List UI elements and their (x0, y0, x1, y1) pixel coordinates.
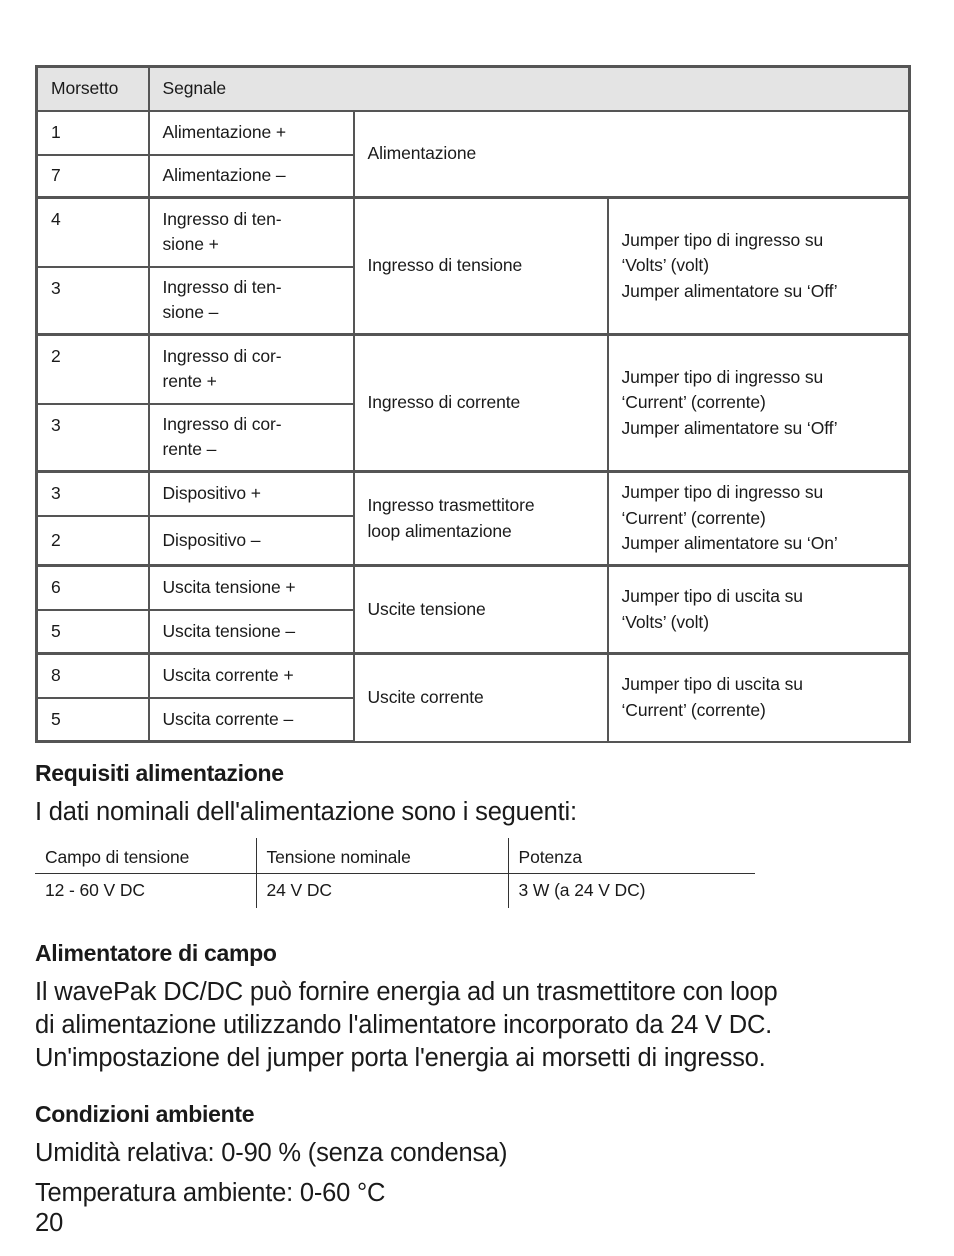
signal-cell: Uscita corrente – (149, 698, 354, 742)
page-number: 20 (35, 1209, 64, 1237)
terminal-assignment-table (35, 65, 911, 743)
value-voltage-range: 12 - 60 V DC (45, 880, 145, 901)
table-row (37, 198, 910, 267)
jumper-cell: Jumper tipo di uscita su ‘Volts’ (volt) (608, 566, 910, 654)
description-cell: Ingresso di corrente (354, 335, 608, 472)
signal-cell: Dispositivo – (149, 516, 354, 566)
signal-cell: Alimentazione + (149, 111, 354, 155)
description-cell: Uscite corrente (354, 654, 608, 742)
header-power: Potenza (508, 838, 755, 873)
field-supply-heading: Alimentatore di campo (35, 940, 277, 966)
power-requirements-heading: Requisiti alimentazione (35, 760, 284, 786)
value-power: 3 W (a 24 V DC) (508, 873, 755, 908)
description-cell: Ingresso trasmettitore loop alimentazione (354, 472, 608, 566)
table-header-row (37, 67, 910, 111)
jumper-cell: Jumper tipo di ingresso su ‘Current’ (corrente) Jumper alimentatore su ‘Off’ (608, 335, 910, 472)
header-voltage-range: Campo di tensione (35, 838, 256, 873)
table-row (37, 472, 910, 516)
terminal-cell: 5 (37, 698, 149, 742)
terminal-cell: 2 (37, 335, 149, 404)
table-row (37, 654, 910, 698)
terminal-cell: 3 (37, 267, 149, 335)
signal-cell: Alimentazione – (149, 155, 354, 198)
power-requirements-intro: I dati nominali dell'alimentazione sono i seguenti: (35, 798, 577, 826)
description-cell: Alimentazione (354, 111, 910, 198)
description-cell: Ingresso di tensione (354, 198, 608, 335)
description-cell: Uscite tensione (354, 566, 608, 654)
terminal-cell: 2 (37, 516, 149, 566)
table-row (37, 566, 910, 610)
header-nominal-voltage: Tensione nominale (256, 838, 508, 873)
signal-cell: Ingresso di ten- sione – (149, 267, 354, 335)
terminal-cell: 3 (37, 404, 149, 472)
jumper-cell: Jumper tipo di uscita su ‘Current’ (corrente) (608, 654, 910, 742)
field-supply-line: Il wavePak DC/DC può fornire energia ad un trasmettitore con loop (35, 978, 778, 1006)
signal-cell: Dispositivo + (149, 472, 354, 516)
terminal-cell: 4 (37, 198, 149, 267)
value-nominal-voltage: 24 V DC (256, 873, 508, 908)
field-supply-line: di alimentazione utilizzando l'alimentatore incorporato da 24 V DC. (35, 1011, 773, 1039)
header-signal: Segnale (149, 67, 910, 111)
ambient-temperature: Temperatura ambiente: 0-60 °C (35, 1179, 386, 1207)
terminal-cell: 1 (37, 111, 149, 155)
signal-cell: Uscita tensione + (149, 566, 354, 610)
signal-cell: Ingresso di cor- rente + (149, 335, 354, 404)
field-supply-paragraph (35, 976, 777, 1075)
ambient-humidity: Umidità relativa: 0-90 % (senza condensa) (35, 1139, 508, 1167)
header-terminal: Morsetto (37, 67, 149, 111)
signal-cell: Uscita tensione – (149, 610, 354, 654)
field-supply-line: Un'impostazione del jumper porta l'energia ai morsetti di ingresso. (35, 1044, 766, 1072)
jumper-cell: Jumper tipo di ingresso su ‘Current’ (corrente) Jumper alimentatore su ‘On’ (608, 472, 910, 566)
ambient-conditions-heading: Condizioni ambiente (35, 1101, 255, 1127)
terminal-cell: 3 (37, 472, 149, 516)
table-row (37, 335, 910, 404)
terminal-cell: 5 (37, 610, 149, 654)
table-row (37, 111, 910, 155)
signal-cell: Ingresso di ten- sione + (149, 198, 354, 267)
signal-cell: Ingresso di cor- rente – (149, 404, 354, 472)
power-table-row (35, 873, 755, 908)
terminal-cell: 6 (37, 566, 149, 610)
signal-cell: Uscita corrente + (149, 654, 354, 698)
terminal-cell: 8 (37, 654, 149, 698)
terminal-cell: 7 (37, 155, 149, 198)
power-ratings-table (35, 838, 755, 908)
power-table-header-row (35, 838, 755, 873)
jumper-cell: Jumper tipo di ingresso su ‘Volts’ (volt) Jumper alimentatore su ‘Off’ (608, 198, 910, 335)
